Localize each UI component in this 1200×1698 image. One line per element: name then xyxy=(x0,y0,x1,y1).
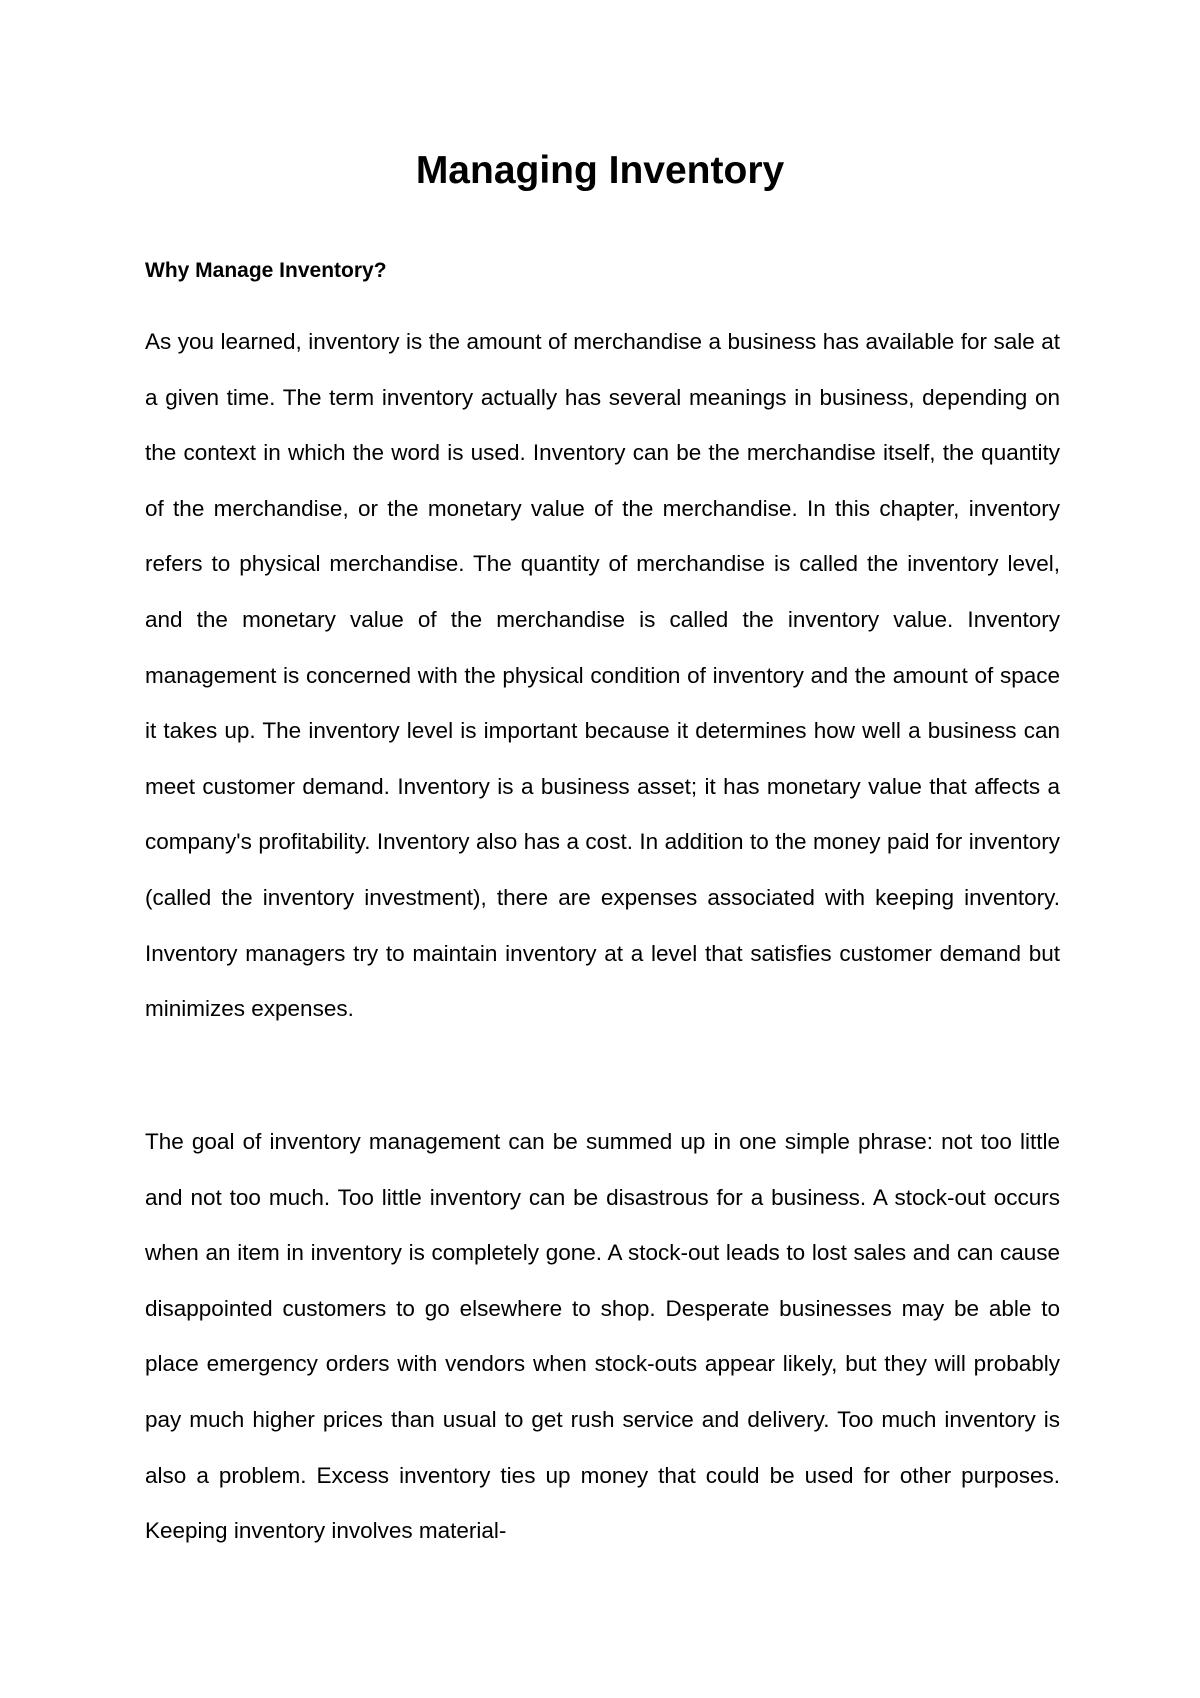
page-title: Managing Inventory xyxy=(415,149,785,192)
section-heading: Why Manage Inventory? xyxy=(145,259,387,282)
body-paragraph-1: As you learned, inventory is the amount of merchandise a business has available for sale at a given time. The term inventory actually has several meanings in business, depending on the context in which the word is used. Inventory can be the merchandise itself, the quantity of the merchandise, or the monetary value of the merchandise. In this chapter, inventory refers to physical merchandise. The quantity of merchandise is called the inventory level, and the monetary value of the merchandise is called the inventory value. Inventory management is concerned with the physical condition of inventory and the amount of space it takes up. The inventory level is important because it determines how well a business can meet customer demand. Inventory is a business asset; it has monetary value that affects a company's profitability. Inventory also has a cost. In addition to the money paid for inventory (called the inventory investment), there are expenses associated with keeping inventory. Inventory managers try to maintain inventory at a level that satisfies customer demand but minimizes expenses. xyxy=(145,329,1060,1022)
body-paragraph-2: The goal of inventory management can be summed up in one simple phrase: not too little and not too much. Too little inventory can be disastrous for a business. A stock-out occurs when an item in inventory is completely gone. A stock-out leads to lost sales and can cause disappointed customers to go elsewhere to shop. Desperate businesses may be able to place emergency orders with vendors when stock-outs appear likely, but they will probably pay much higher prices than usual to get rush service and delivery. Too much inventory is also a problem. Excess inventory ties up money that could be used for other purposes. Keeping inventory involves material- xyxy=(145,1129,1060,1544)
